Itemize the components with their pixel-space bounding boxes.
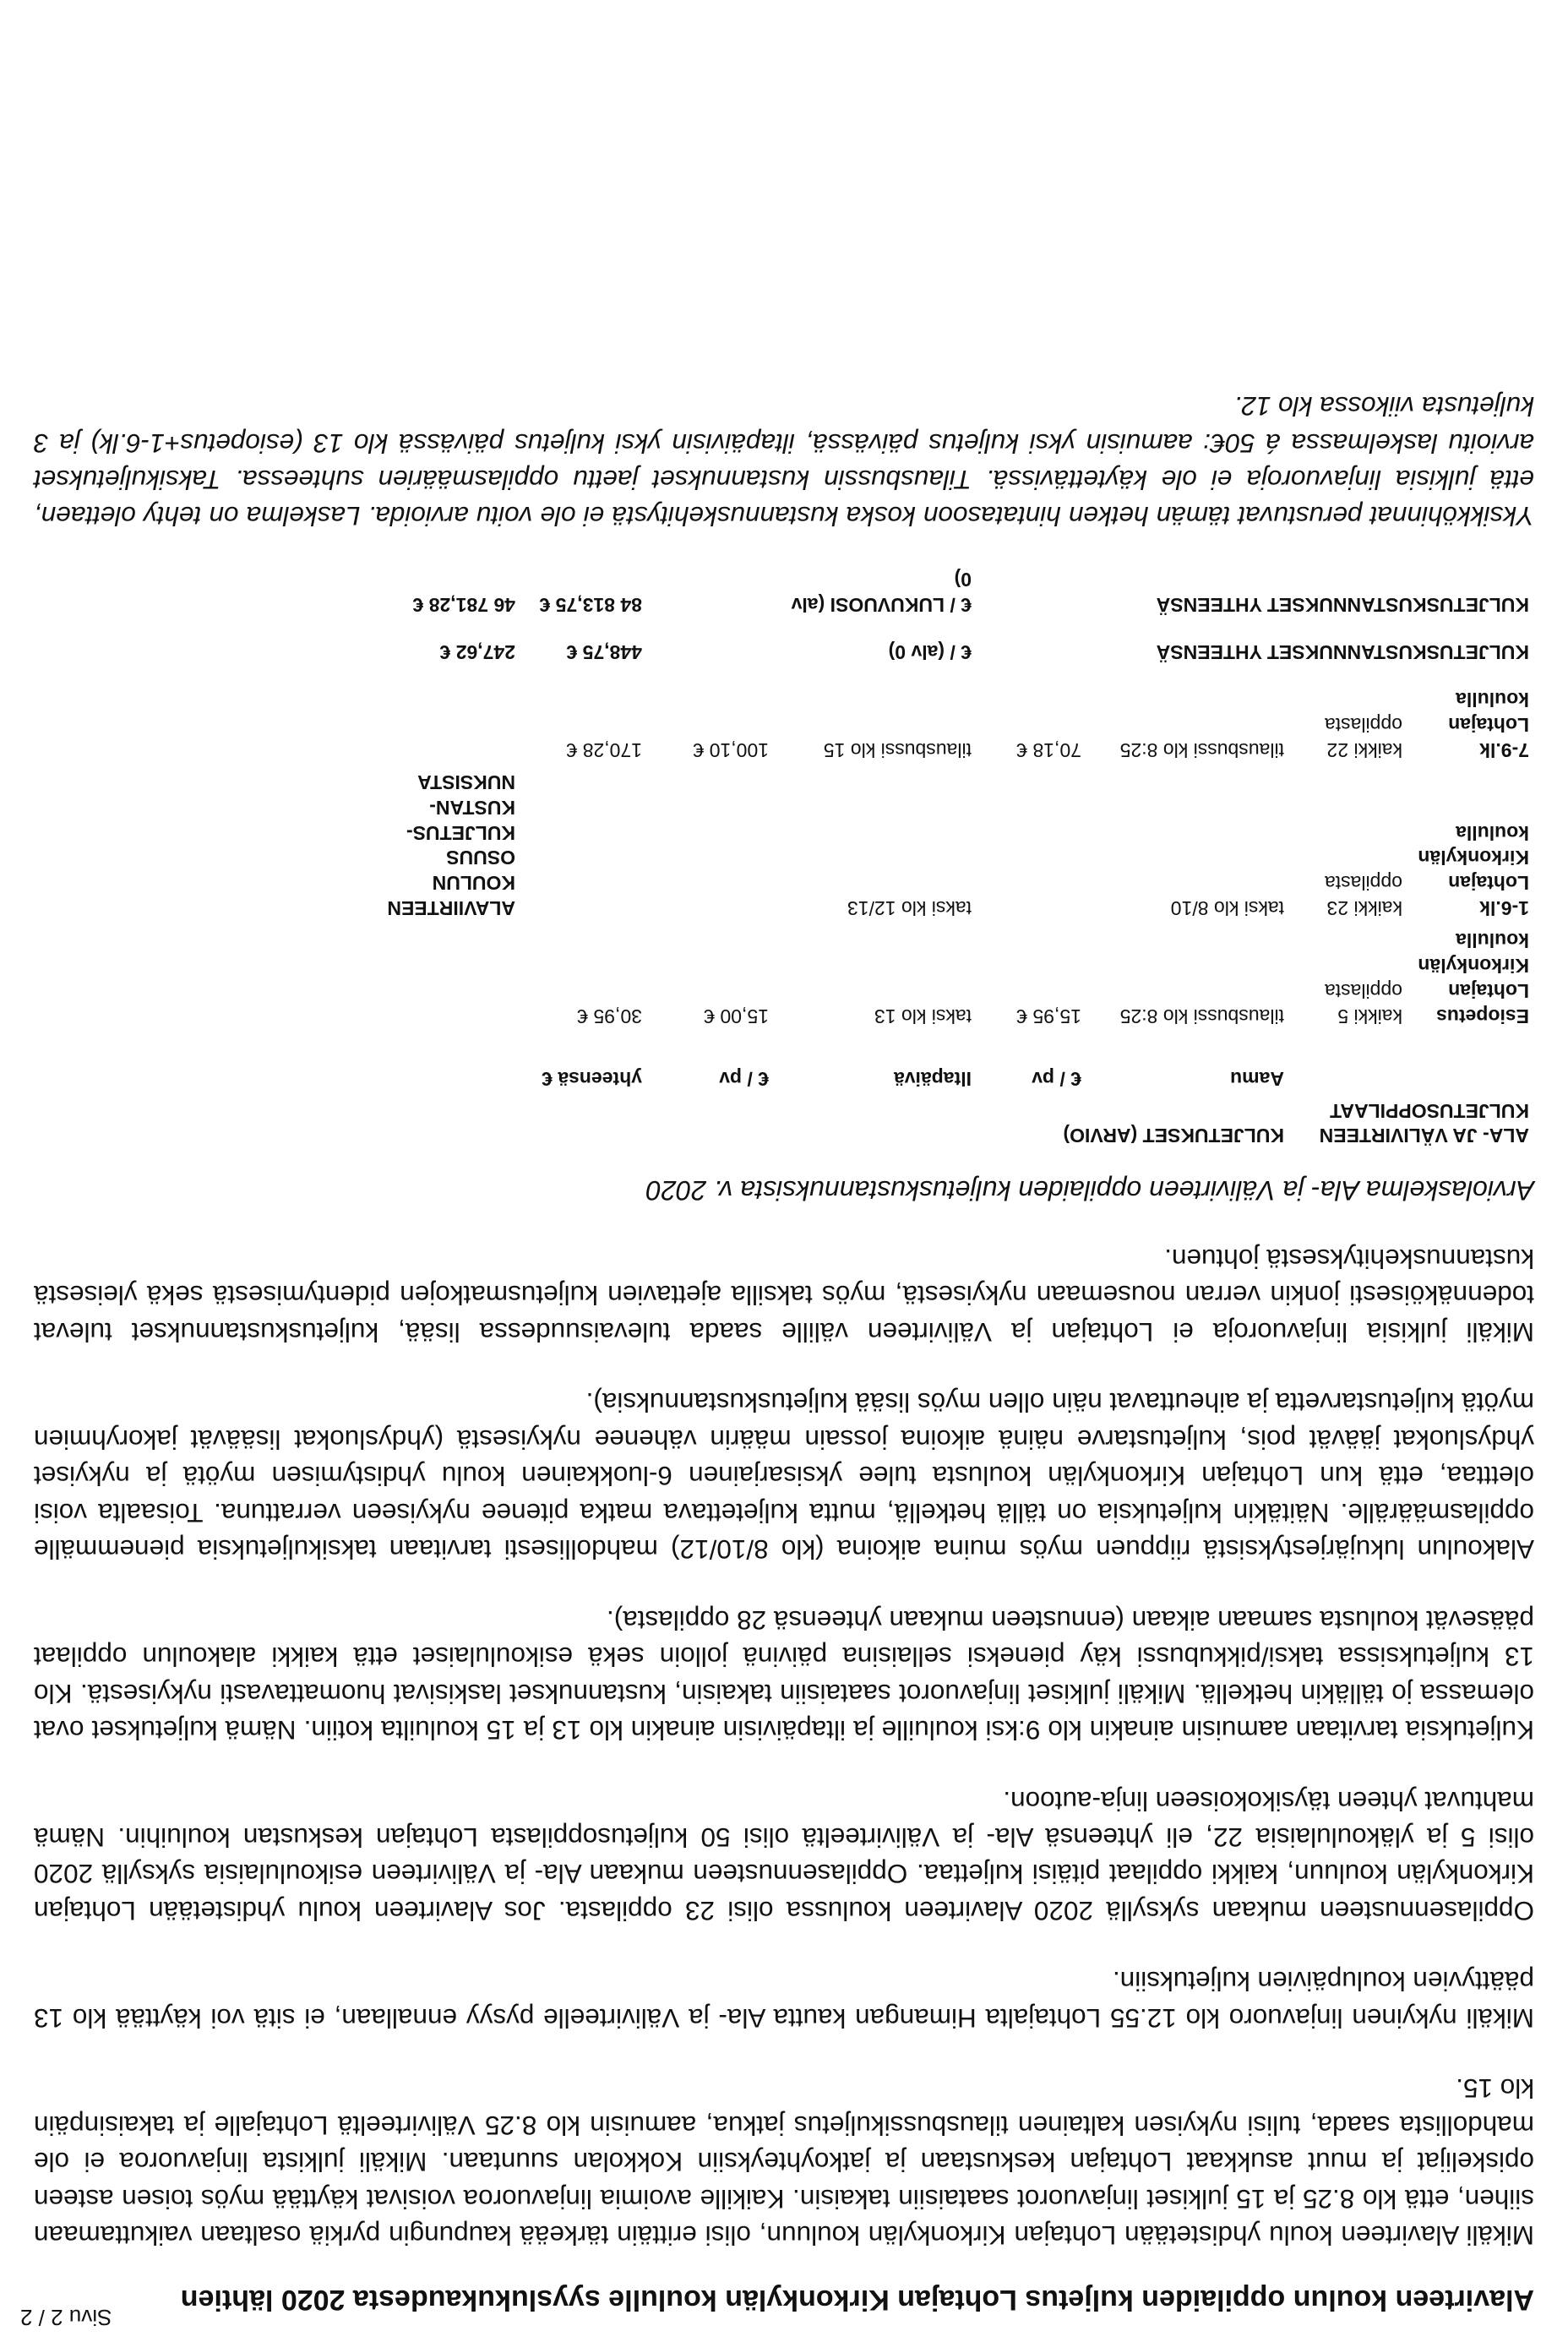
total-unit: € / LUKUVUOSI (alv 0) — [791, 569, 972, 617]
total-label: KULJETUSKUSTANNUKSET YHTEENSÄ — [1156, 594, 1529, 617]
table-subheader-row — [382, 1062, 1534, 1094]
afternoon-transport: taksi klo 12/13 — [847, 897, 972, 920]
row-total: 30,95 € — [577, 1005, 642, 1027]
table-header-row — [382, 1094, 1534, 1152]
subheader-cost: € / pv — [1032, 1067, 1081, 1090]
subheader-total: yhteensä € — [542, 1067, 642, 1090]
page-number: Sivu 2 / 2 — [20, 2305, 112, 2330]
total-unit: € / (alv 0) — [888, 641, 972, 664]
table-caption: Arviolaskelma Ala- ja Välivirteen oppilaiden kuljetuskustannuksista v. 2020 — [645, 1175, 1534, 1206]
footnote: Yksikköhinnat perustuvat tämän hetken hintatasoon koska kustannuskehitystä ei ole voitu arvioida. Laskelma on tehty olettaen, että julkisia linjavuoroja ei ole käytettävissä. Tilausbussin kustannukset jaettu oppilasmäärien suhteessa. Taksikuljetukset arvioitu laskelmassa á 50€: aamuisin yksi kuljetus päivässä, iltapäivisin yksi kuljetus päivässä klo 13 (esiopetus+1-6.lk) ja 3 kuljetusta viikossa klo 12. — [34, 391, 1534, 532]
total-value-share: 247,62 € — [439, 641, 515, 664]
header-transport: KULJETUKSET (ARVIO) — [1063, 1125, 1284, 1147]
morning-transport: tilausbussi klo 8:25 — [1119, 738, 1284, 761]
total-row — [382, 635, 1534, 683]
group-name: 1-6.lk Lohtajan Kirkonkylän koululla — [1418, 821, 1529, 920]
morning-transport: tilausbussi klo 8:25 — [1119, 1005, 1284, 1027]
paragraph: Alakoulun lukujärjestyksistä riippuen myös muina aikoina (klo 8/10/12) mahdollisesti tarvitaan taksikuljetuksia pienemmälle oppilasmäärälle. Näitäkin kuljetuksia on tällä hetkellä, mutta kuljetettava matka pitenee nykyiseen verrattuna. Toisaalta voisi oletttaa, että kun Lohtajan Kirkonkylän koulusta tulee yksisarjainen 6-luokkainen koulu yhdistymisen myötä ja nykyiset yhdysluokat jäävät pois, kuljetustarve näinä aikoina jossain määrin vähenee nykyisestä (yhdysluokat lisäävät jakoryhmien myötä kuljetustarvetta ja aiheuttavat näin ollen myös lisää kuljetuskustannuksia). — [34, 1387, 1534, 1566]
table-row — [382, 765, 1534, 923]
group-count: kaikki 23 oppilasta — [1324, 872, 1402, 920]
total-value: 448,75 € — [566, 641, 642, 664]
subheader-morning: Aamu — [1230, 1067, 1284, 1090]
subheader-afternoon: Iltapäivä — [893, 1067, 972, 1090]
total-row — [382, 564, 1534, 636]
group-name: Esiopetus Lohtajan Kirkonkylän koululla — [1418, 929, 1529, 1027]
alavirta-share-label: ALAVIIRTEEN KOULUN OSUUS KULJETUS-KUSTAN-NUKSISTA — [387, 771, 515, 920]
table-row — [382, 683, 1534, 765]
subheader-cost: € / pv — [719, 1067, 769, 1090]
afternoon-cost: 100,10 € — [693, 738, 769, 761]
paragraph: Mikäli nykyinen linjavuoro klo 12.55 Lohtajalta Himangan kautta Ala- ja Välivirteelle pysyy ennallaan, ei sitä voi käyttää klo 13 päättyvien koulupäivien kuljetuksiin. — [34, 1966, 1534, 2034]
afternoon-transport: tilausbussi klo 15 — [823, 738, 972, 761]
total-value-share: 46 781,28 € — [412, 594, 515, 617]
group-name: 7-9.lk Lohtajan koululla — [1448, 689, 1529, 761]
morning-cost: 15,95 € — [1016, 1005, 1081, 1027]
afternoon-cost: 15,00 € — [704, 1005, 769, 1027]
group-count: kaikki 5 oppilasta — [1324, 979, 1402, 1027]
afternoon-cost — [647, 765, 774, 923]
row-total: 170,28 € — [566, 738, 642, 761]
cost-table — [382, 564, 1534, 1152]
paragraph: Mikäli julkisia linjavuoroja ei Lohtajan ja Välivirteen välille saada tulevaisuudessa lisää, kuljetuskustannukset tulevat todennäköisesti jonkin verran nousemaan nykyisestä, myös taksilla ajettavien kuljetusmatkojen pidentymisestä sekä yleisestä kustannuskehityksestä johtuen. — [34, 1243, 1534, 1348]
total-label: KULJETUSKUSTANNUKSET YHTEENSÄ — [1156, 641, 1529, 664]
header-students: ALA- JA VÄLIVIRTEEN KULJETUSOPPILAAT — [1319, 1099, 1529, 1147]
morning-cost: 70,18 € — [1016, 738, 1081, 761]
total-value: 84 813,75 € — [539, 594, 642, 617]
paragraph: Mikäli Alavirteen koulu yhdistetään Lohtajan Kirkonkylän kouluun, olisi erittäin tärkeää kaupungin pyrkiä osaltaan vaikuttamaan siihen, että klo 8.25 ja 15 julkiset linjavuorot saataisiin takaisin. Kaikille avoimia linjavuoroa voisivat käyttää myös toisen asteen opiskelijat ja muut asukkaat Lohtajan keskustaan ja jatkoyhteyksiin Kokkolan suuntaan. Mikäli julkista linjavuoroa ei ole mahdollista saada, tulisi nykyisen kaltainen tilausbussikuljetus jatkua, aamuisin klo 8.25 Välivirteeltä Lohtajalle ja takaisinpäin klo 15. — [34, 2073, 1534, 2252]
morning-cost — [977, 765, 1086, 923]
paragraph: Kuljetuksia tarvitaan aamuisin ainakin klo 9:ksi kouluille ja iltapäivisin ainakin klo 13 ja 15 kouluilta kotiin. Nämä kuljetukset ovat olemassa jo tälläkin hetkellä. Mikäli julkiset linjavuorot saataisiin takaisin, kustannukset laskisivat huomattavasti nykyisestä. Klo 13 kuljetuksissa taksi/pikkubussi käy pieneksi sellaisina päivinä jolloin sekä esikoululaiset että kaikki alakoulun oppilaat pääsevät koulusta samaan aikaan (ennusteen mukaan yhteensä 28 oppilasta). — [34, 1604, 1534, 1746]
paragraph: Oppilasennusteen mukaan syksyllä 2020 Alavirteen koulussa olisi 23 oppilasta. Jos Alavirteen koulu yhdistetään Lohtajan Kirkonkylän kouluun, kaikki oppilaat pitäisi kuljettaa. Oppilasennusteen mukaan Ala- ja Välivirteen esikoululaisia syksyllä 2020 olisi 5 ja yläkoululaisia 22, eli yhteensä Ala- ja Välivirteeltä olisi 50 kuljetusoppilasta Lohtajan keskustan kouluihin. Nämä mahtuvat yhteen täysikokoiseen linja-autoon. — [34, 1785, 1534, 1926]
group-count: kaikki 22 oppilasta — [1324, 713, 1402, 761]
afternoon-transport: taksi klo 13 — [874, 1005, 972, 1027]
morning-transport: taksi klo 8/10 — [1170, 897, 1284, 920]
table-row — [382, 923, 1534, 1032]
document-title: Alavirteen koulun oppilaiden kuljetus Lohtajan Kirkonkylän koululle syyslukukaudesta 2020 lähtien — [180, 2284, 1534, 2316]
